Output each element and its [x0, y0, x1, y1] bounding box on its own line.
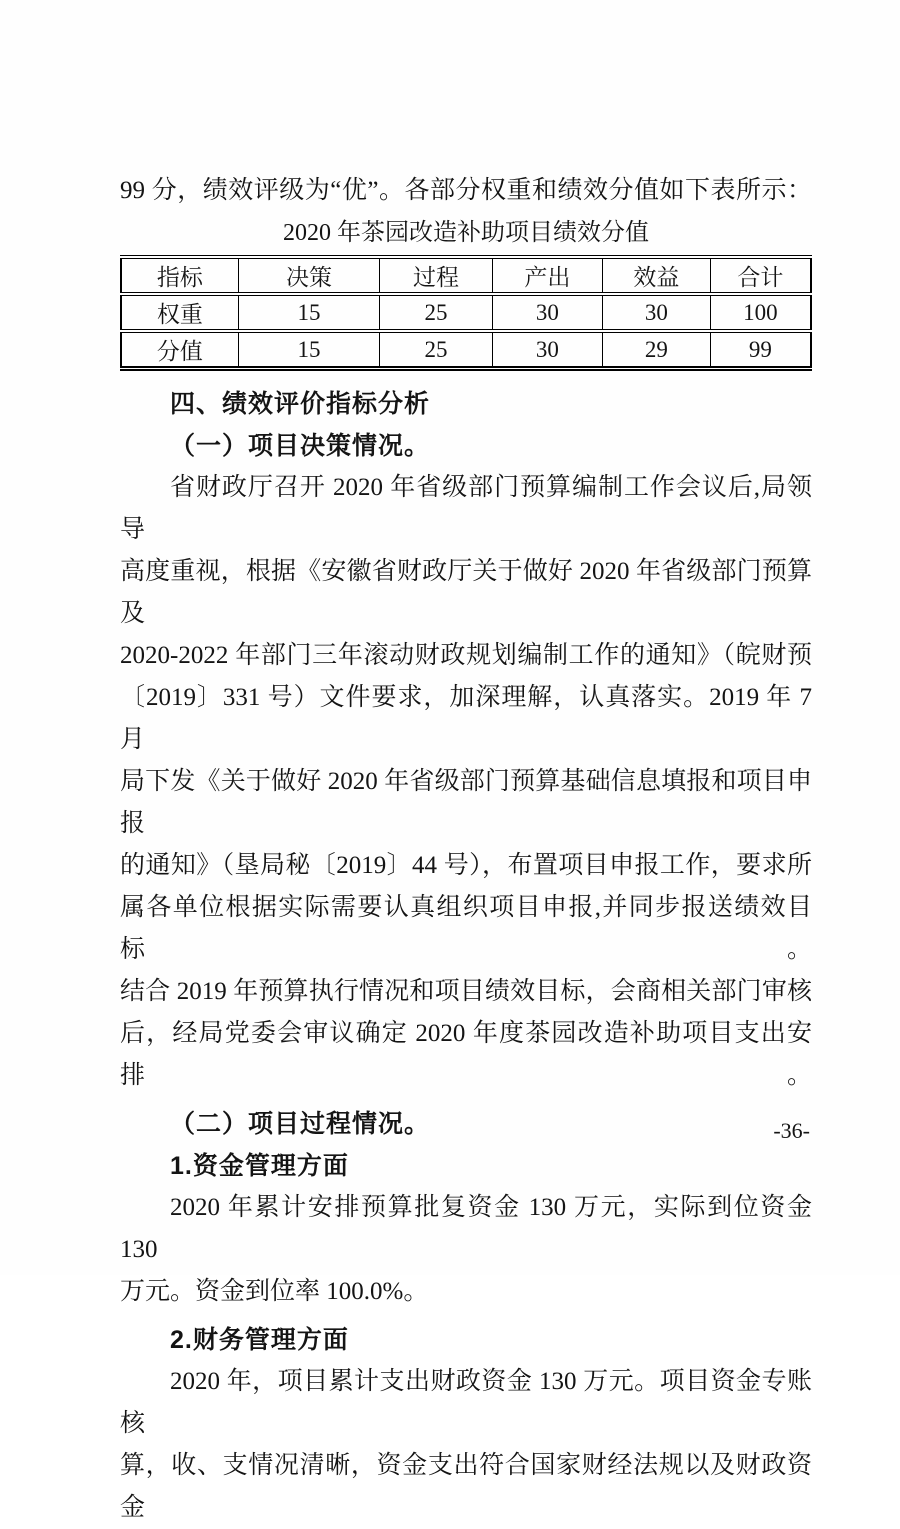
para-finance-line: 2020 年，项目累计支出财政资金 130 万元。项目资金专账核 — [120, 1368, 812, 1437]
section-heading-process: （二）项目过程情况。 — [170, 1110, 431, 1138]
para-fund-line: 万元。资金到位率 100.0%。 — [120, 1278, 429, 1305]
table-cell: 100 — [710, 294, 811, 331]
table-cell: 25 — [380, 331, 492, 369]
para-decision-line: 的通知》（垦局秘〔2019〕44 号），布置项目申报工作，要求所 — [120, 852, 812, 879]
para-decision-line: 省财政厅召开 2020 年省级部门预算编制工作会议后,局领导 — [120, 474, 812, 543]
table-header-cell: 合计 — [710, 257, 811, 294]
para-decision-line: 属各单位根据实际需要认真组织项目申报,并同步报送绩效目标。 — [120, 894, 812, 963]
table-row-label: 权重 — [121, 294, 238, 331]
table-cell: 15 — [238, 294, 379, 331]
para-decision-line: 2020-2022 年部门三年滚动财政规划编制工作的通知》（皖财预 — [120, 642, 812, 669]
table-cell: 99 — [710, 331, 811, 369]
table-cell: 29 — [603, 331, 711, 369]
table-row-label: 分值 — [156, 339, 203, 364]
para-finance-line: 算，收、支情况清晰，资金支出符合国家财经法规以及财政资金 — [120, 1452, 812, 1521]
table-header-cell: 效益 — [603, 257, 711, 294]
table-row — [121, 331, 811, 369]
score-table — [120, 255, 812, 371]
page-number: -36- — [773, 1118, 810, 1143]
para-decision-line: 局下发《关于做好 2020 年省级部门预算基础信息填报和项目申报 — [120, 768, 812, 837]
para-fund-line: 2020 年累计安排预算批复资金 130 万元，实际到位资金 130 — [120, 1194, 812, 1263]
table-cell: 30 — [492, 331, 602, 369]
section-heading-fund: 1.资金管理方面 — [170, 1152, 349, 1180]
intro-line: 99 分，绩效评级为“优”。各部分权重和绩效分值如下表所示： — [120, 177, 812, 204]
para-decision-line: 后，经局党委会审议确定 2020 年度茶园改造补助项目支出安排。 — [120, 1020, 812, 1089]
table-cell: 15 — [238, 331, 379, 369]
table-title: 2020 年茶园改造补助项目绩效分值 — [283, 220, 649, 246]
section-heading-analysis: 四、绩效评价指标分析 — [170, 390, 431, 418]
table-row — [121, 294, 811, 331]
table-cell: 25 — [380, 294, 492, 331]
table-header-cell: 指标 — [121, 257, 238, 294]
table-header-cell: 决策 — [238, 257, 379, 294]
para-decision-line: 〔2019〕331 号）文件要求，加深理解，认真落实。2019 年 7 月 — [120, 684, 812, 753]
table-header-cell: 过程 — [380, 257, 492, 294]
para-decision-line: 结合 2019 年预算执行情况和项目绩效目标，会商相关部门审核 — [120, 978, 812, 1005]
para-decision-line: 高度重视，根据《安徽省财政厅关于做好 2020 年省级部门预算及 — [120, 558, 812, 627]
table-cell: 30 — [603, 294, 711, 331]
section-heading-decision: （一）项目决策情况。 — [170, 432, 431, 460]
section-heading-finance: 2.财务管理方面 — [170, 1326, 349, 1354]
document-content — [120, 170, 812, 1529]
table-header-cell: 产出 — [492, 257, 602, 294]
table-header-row — [121, 257, 811, 294]
table-cell: 30 — [492, 294, 602, 331]
